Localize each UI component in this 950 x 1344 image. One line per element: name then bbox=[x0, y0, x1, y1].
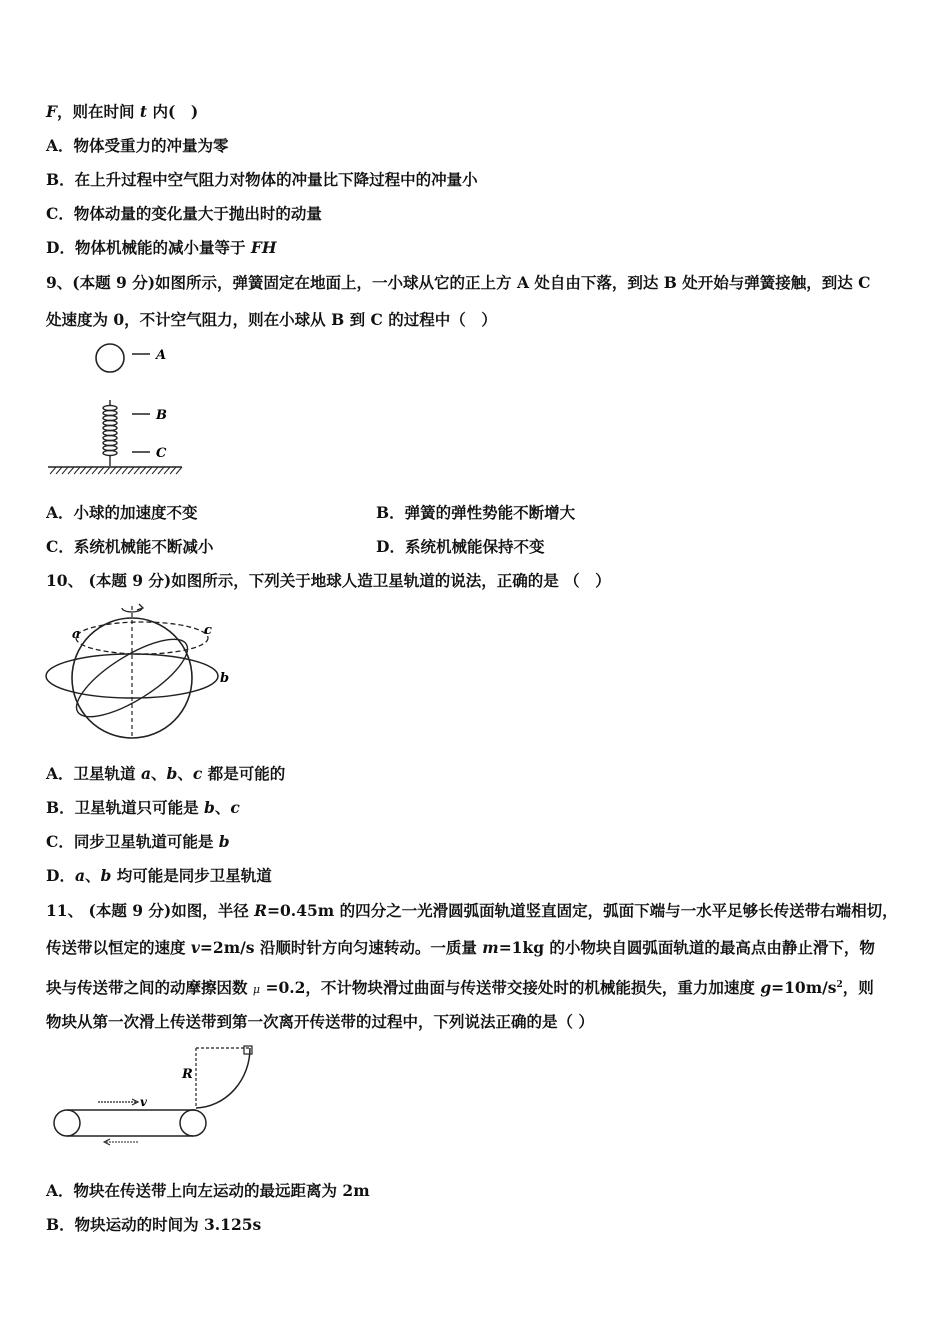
q10-option-d: D．a、b 均可能是同步卫星轨道 bbox=[46, 866, 272, 885]
q11-stem-line4: 物块从第一次滑上传送带到第一次离开传送带的过程中，下列说法正确的是（ ） bbox=[46, 1012, 594, 1031]
q8-stem-tail: F，则在时间 t 内( ) bbox=[46, 102, 199, 121]
label-b: b bbox=[220, 671, 230, 686]
arc-track bbox=[196, 1048, 250, 1108]
q10-orbit-figure bbox=[44, 598, 234, 740]
label-r: R bbox=[182, 1067, 193, 1082]
q8-option-c: C．物体动量的变化量大于抛出时的动量 bbox=[46, 204, 322, 223]
q10-option-a: A．卫星轨道 a、b、c 都是可能的 bbox=[46, 764, 286, 783]
left-roller bbox=[54, 1110, 80, 1136]
q9-option-d: D．系统机械能保持不变 bbox=[376, 537, 545, 556]
label-b: B bbox=[156, 408, 167, 423]
label-v: v bbox=[140, 1095, 147, 1109]
right-roller bbox=[180, 1110, 206, 1136]
q9-stem-line1: 9、(本题 9 分)如图所示，弹簧固定在地面上，一小球从它的正上方 A 处自由下落，到达 B 处开始与弹簧接触，到达 C bbox=[46, 273, 871, 292]
q11-stem-line2: 传送带以恒定的速度 v=2m/s 沿顺时针方向匀速转动。一质量 m=1kg 的小物块自圆弧面轨道的最高点由静止滑下，物 bbox=[46, 938, 875, 957]
label-a: a bbox=[72, 627, 81, 642]
q11-stem-line3: 块与传送带之间的动摩擦因数 μ =0.2，不计物块滑过曲面与传送带交接处时的机械能损失，重力加速度 $g=10m/s^2$，则 bbox=[46, 978, 874, 998]
ground-hatch bbox=[50, 467, 182, 474]
q8-option-a: A．物体受重力的冲量为零 bbox=[46, 136, 229, 155]
label-a: A bbox=[156, 348, 167, 363]
q11-conveyor-figure bbox=[50, 1042, 260, 1148]
q9-spring-figure bbox=[46, 340, 196, 480]
ball-shape bbox=[96, 344, 124, 372]
q9-option-c: C．系统机械能不断减小 bbox=[46, 537, 214, 556]
q8-option-b: B．在上升过程中空气阻力对物体的冲量比下降过程中的冲量小 bbox=[46, 170, 478, 189]
q11-option-a: A．物块在传送带上向左运动的最远距离为 2m bbox=[46, 1181, 370, 1200]
q10-option-b: B．卫星轨道只可能是 b、c bbox=[46, 798, 240, 817]
q11-option-b: B．物块运动的时间为 3.125s bbox=[46, 1215, 262, 1234]
q9-option-b: B．弹簧的弹性势能不断增大 bbox=[376, 503, 576, 522]
label-c: C bbox=[156, 446, 167, 461]
block-shape bbox=[244, 1046, 252, 1054]
q9-option-a: A．小球的加速度不变 bbox=[46, 503, 198, 522]
q8-option-d: D．物体机械能的减小量等于 FH bbox=[46, 238, 277, 257]
q10-option-c: C．同步卫星轨道可能是 b bbox=[46, 832, 230, 851]
q11-stem-line1: 11、 (本题 9 分)如图，半径 R=0.45m 的四分之一光滑圆弧面轨道竖直固定，弧面下端与一水平足够长传送带右端相切， bbox=[46, 901, 898, 920]
spring-shape bbox=[103, 400, 117, 466]
label-c: c bbox=[204, 623, 212, 638]
q10-stem: 10、 (本题 9 分)如图所示，下列关于地球人造卫星轨道的说法，正确的是 （ ） bbox=[46, 571, 611, 590]
q9-stem-line2: 处速度为 0，不计空气阻力，则在小球从 B 到 C 的过程中（ ） bbox=[46, 310, 497, 329]
